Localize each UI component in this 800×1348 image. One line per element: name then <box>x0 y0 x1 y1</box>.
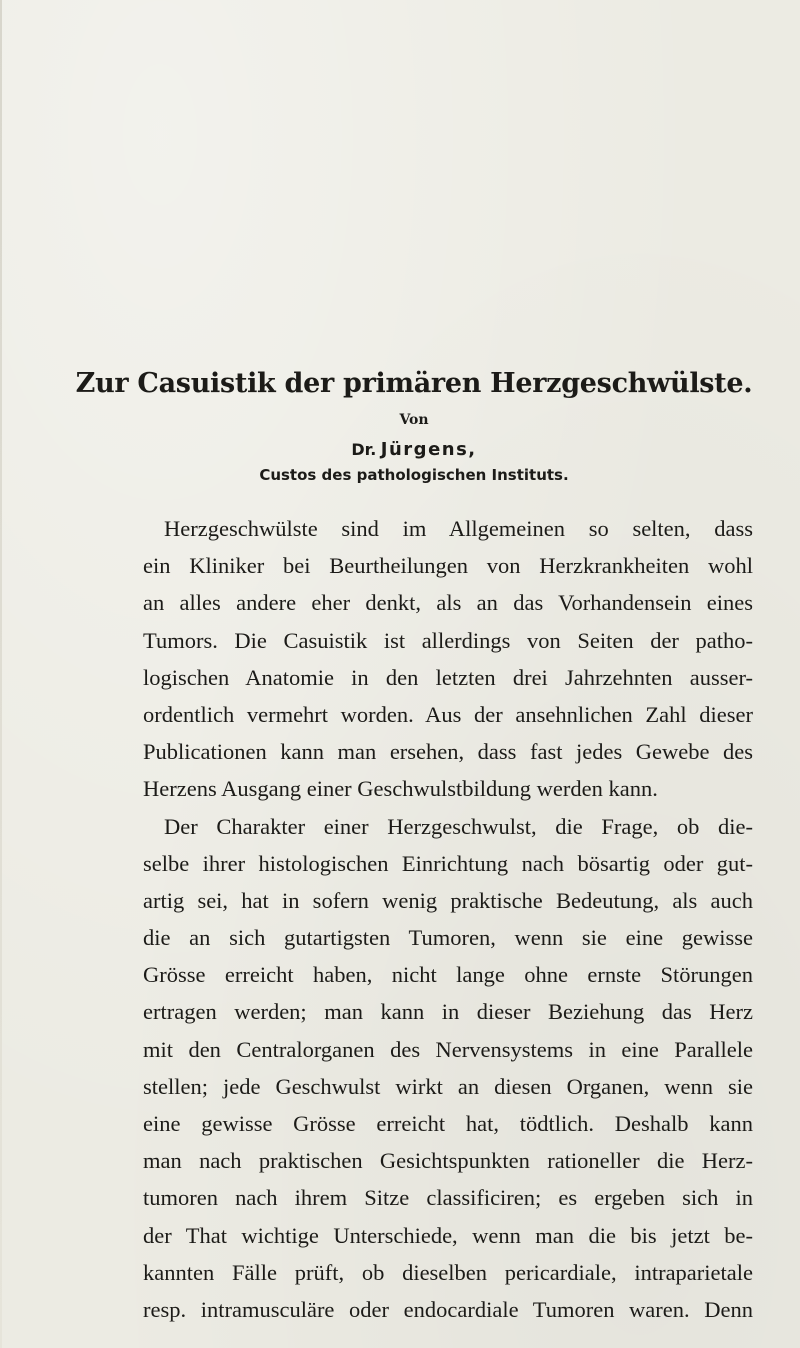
body-line: logischen Anatomie in den letzten drei Jahrzehnten ausser- <box>143 664 753 690</box>
author-name: Jürgens, <box>380 439 477 460</box>
body-line: ein Kliniker bei Beurtheilungen von Herzkrankheiten wohl <box>143 553 753 579</box>
byline: Von <box>399 412 429 428</box>
body-line: Tumors. Die Casuistik ist allerdings von Seiten der patho- <box>143 627 753 653</box>
body-line: Publicationen kann man ersehen, dass fast jedes Gewebe des <box>143 739 753 765</box>
body-line: an alles andere eher denkt, als an das Vorhandensein eines <box>143 590 753 616</box>
body-line: ordentlich vermehrt worden. Aus der ansehnlichen Zahl dieser <box>143 701 753 727</box>
body-line: artig sei, hat in sofern wenig praktische Bedeutung, als auch <box>143 887 753 913</box>
body-line: tumoren nach ihrem Sitze classificiren; es ergeben sich in <box>143 1185 753 1211</box>
body-line: die an sich gutartigsten Tumoren, wenn sie eine gewisse <box>143 925 753 951</box>
body-line: mit den Centralorganen des Nervensystems in eine Parallele <box>143 1036 753 1062</box>
body-line: Grösse erreicht haben, nicht lange ohne ernste Störungen <box>143 962 753 988</box>
page-edge-shadow <box>0 0 2 1348</box>
body-line: Herzens Ausgang einer Geschwulstbildung werden kann. <box>143 776 658 802</box>
body-line: Herzgeschwülste sind im Allgemeinen so selten, dass <box>164 516 753 541</box>
author-line <box>14 439 800 460</box>
article-title: Zur Casuistik der primären Herzgeschwülste. <box>75 368 753 399</box>
body-line: eine gewisse Grösse erreicht hat, tödtlich. Deshalb kann <box>143 1111 753 1136</box>
body-line: Der Charakter einer Herzgeschwulst, die Frage, ob die- <box>164 813 753 839</box>
body-line: resp. intramusculäre oder endocardiale Tumoren waren. Denn <box>143 1296 753 1322</box>
body-line: kannten Fälle prüft, ob dieselben pericardiale, intraparietale <box>143 1259 753 1285</box>
body-line: stellen; jede Geschwulst wirkt an diesen Organen, wenn sie <box>143 1073 753 1099</box>
body-line: der That wichtige Unterschiede, wenn man die bis jetzt be- <box>143 1222 753 1248</box>
author-affiliation: Custos des pathologischen Instituts. <box>259 466 569 484</box>
author-prefix: Dr. <box>351 440 377 459</box>
body-line: ertragen werden; man kann in dieser Beziehung das Herz <box>143 999 753 1025</box>
body-line: man nach praktischen Gesichtspunkten rationeller die Herz- <box>143 1148 753 1174</box>
body-text <box>143 510 753 1328</box>
body-line: selbe ihrer histologischen Einrichtung nach bösartig oder gut- <box>143 850 753 876</box>
